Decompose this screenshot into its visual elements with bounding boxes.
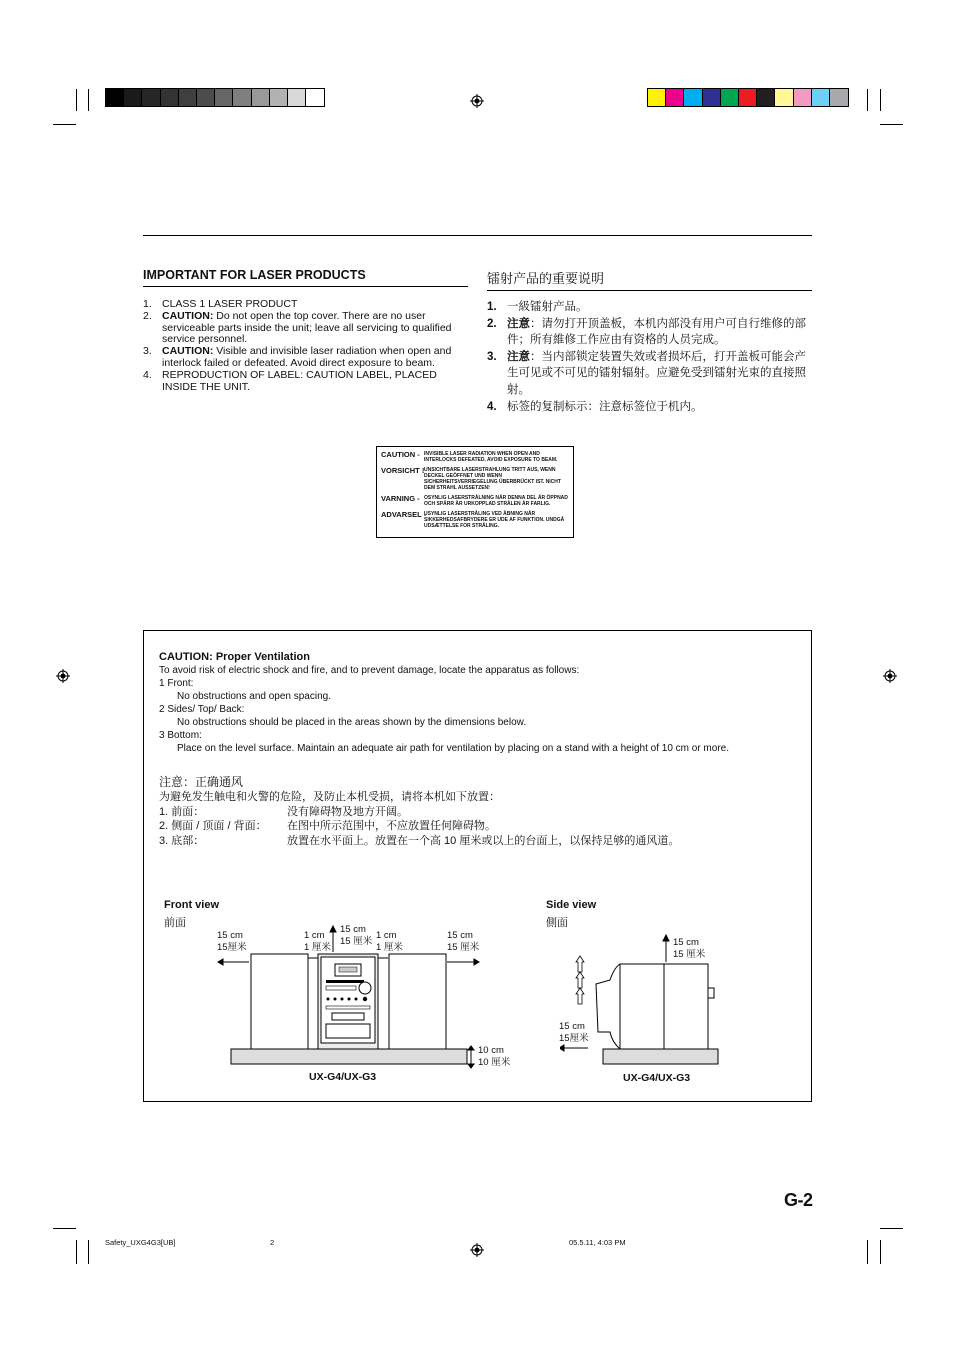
footer-date: 05.5.11, 4:03 PM xyxy=(569,1238,626,1247)
gray-swatch xyxy=(215,89,233,106)
laser-heading-en: IMPORTANT FOR LASER PRODUCTS xyxy=(143,268,366,282)
gray-swatch xyxy=(233,89,251,106)
side-view-diagram xyxy=(560,932,730,1072)
gray-swatch xyxy=(161,89,179,106)
main-unit xyxy=(318,954,378,1049)
caution-label-row: ADVARSEL - USYNLIG LASERSTRÅLING VED ÅBNING NÅR SIKKERHEDSAFBRYDERE ER UDE AF FUNKTION. UNDGÅ UDSÆTTELSE FOR STRÅLING. xyxy=(381,510,565,529)
stand xyxy=(603,1049,718,1064)
ventilation-title-zh: 注意：正确通风 xyxy=(159,775,244,789)
color-swatch xyxy=(794,89,812,106)
ventilation-title: CAUTION: Proper Ventilation xyxy=(159,651,310,663)
ventilation-item-zh: 1. 前面： 没有障碍物及地方开阔。 xyxy=(159,805,408,818)
laser-item-zh: 1. 一級镭射产品。 xyxy=(487,301,588,313)
laser-heading-zh: 镭射产品的重要说明 xyxy=(487,271,605,286)
laser-item-zh: 4. 标签的复制标示：注意标签位于机内。 xyxy=(487,400,703,413)
ventilation-item-head: 2 Sides/ Top/ Back: xyxy=(159,704,245,715)
laser-section-zh xyxy=(487,268,812,415)
front-view-diagram xyxy=(215,920,485,1070)
speaker-right xyxy=(389,954,446,1049)
dim-inner-right: 1 cm 1 厘米 xyxy=(376,930,403,953)
color-swatch xyxy=(703,89,721,106)
gray-swatch xyxy=(306,89,324,106)
ventilation-item-body: No obstructions should be placed in the areas shown by the dimensions below. xyxy=(177,717,527,728)
registration-mark-icon xyxy=(470,1243,484,1257)
color-swatch xyxy=(666,89,684,106)
laser-item-zh: 3. 注意：当内部锁定装置失效或者损坏后，打开盖板可能会产生可见或不可见的镭射辐射。应避免受到镭射光束的直接照射。 xyxy=(487,350,806,396)
caution-label-row: CAUTION - INVISIBLE LASER RADIATION WHEN OPEN AND INTERLOCKS DEFEATED. AVOID EXPOSURE TO BEAM. xyxy=(381,450,558,463)
side-view-title-zh: 側面 xyxy=(546,917,568,929)
gray-swatch xyxy=(106,89,124,106)
registration-mark-icon xyxy=(470,94,484,108)
side-dim-top: 15 cm 15 厘米 xyxy=(673,937,706,960)
color-swatch xyxy=(648,89,666,106)
color-swatch xyxy=(812,89,830,106)
ventilation-item-head: 1 Front: xyxy=(159,678,194,689)
ventilation-text-en xyxy=(159,651,799,755)
footer-file: Safety_UXG4G3[UB] xyxy=(105,1238,176,1247)
dim-bottom: 10 cm 10 厘米 xyxy=(478,1045,511,1068)
speaker-left xyxy=(251,954,308,1049)
side-view-title: Side view xyxy=(546,899,597,911)
ventilation-item-head: 3 Bottom: xyxy=(159,730,202,741)
front-view-title-zh: 前面 xyxy=(164,917,186,929)
color-swatch xyxy=(721,89,739,106)
color-swatch xyxy=(775,89,793,106)
footer-page: 2 xyxy=(270,1238,275,1247)
laser-item-en: 2. CAUTION: Do not open the top cover. There are no user serviceable parts inside the unit; leave all servicing to qualified service personnel. xyxy=(143,309,452,346)
gray-swatch xyxy=(252,89,270,106)
side-dim-back: 15 cm 15厘米 xyxy=(559,1021,589,1044)
caution-label-row: VARNING - OSYNLIG LASERSTRÅLNING NÄR DENNA DEL ÄR ÖPPNAD OCH SPÄRR ÄR URKOPPLAD STRÅLEN ÄR FARLIG. xyxy=(381,494,568,507)
laser-item-en: 4. REPRODUCTION OF LABEL: CAUTION LABEL, PLACED INSIDE THE UNIT. xyxy=(143,368,437,393)
dim-right: 15 cm 15 厘米 xyxy=(447,930,480,953)
gray-swatch xyxy=(270,89,288,106)
gray-swatch xyxy=(179,89,197,106)
gray-swatch xyxy=(124,89,142,106)
page-number: G-2 xyxy=(784,1190,813,1210)
color-swatch xyxy=(739,89,757,106)
ventilation-item-body: Place on the level surface. Maintain an adequate air path for ventilation by placing on a stand with a height of 10 cm or more. xyxy=(177,743,729,754)
registration-mark-icon xyxy=(56,669,70,683)
header-rule xyxy=(143,235,812,236)
dim-top: 15 cm 15 厘米 xyxy=(340,924,373,947)
ventilation-intro-zh: 为避免发生触电和火警的危险，及防止本机受损，请将本机如下放置： xyxy=(159,791,500,803)
color-swatch xyxy=(830,89,848,106)
color-swatch xyxy=(757,89,775,106)
ventilation-item-zh: 3. 底部： 放置在水平面上。放置在一个高 10 厘米或以上的台面上，以保持足够的通风道。 xyxy=(159,834,680,847)
gray-swatch xyxy=(288,89,306,106)
ventilation-text-zh xyxy=(159,774,799,848)
dim-left: 15 cm 15厘米 xyxy=(217,930,247,953)
laser-item-en: 3. CAUTION: Visible and invisible laser radiation when open and interlock failed or defeated. Avoid direct exposure to beam. xyxy=(143,345,452,369)
side-view-model: UX-G4/UX-G3 xyxy=(623,1072,691,1084)
caution-label-box xyxy=(376,446,574,538)
front-view-model: UX-G4/UX-G3 xyxy=(309,1071,377,1083)
caution-label-row: VORSICHT ! UNSICHTBARE LASERSTRAHLUNG TRITT AUS, WENN DECKEL GEÖFFNET UND WENN SICHERHEITSVERRIEGELUNG ÜBERBRÜCKT IST. NICHT DEM STRAHL AUSSETZEN! xyxy=(381,466,561,491)
laser-section-en xyxy=(143,268,468,393)
color-swatch xyxy=(684,89,702,106)
ventilation-intro: To avoid risk of electric shock and fire, and to prevent damage, locate the apparatus as follows: xyxy=(159,665,580,676)
ventilation-item-body: No obstructions and open spacing. xyxy=(177,691,331,702)
unit-side-profile xyxy=(596,964,714,1049)
laser-item-zh: 2. 注意：请勿打开顶盖板，本机内部没有用户可自行维修的部件；所有維修工作应由有资格的人员完成。 xyxy=(487,317,806,347)
stand xyxy=(231,1049,467,1064)
laser-item-en: 1. CLASS 1 LASER PRODUCT xyxy=(143,298,298,310)
ventilation-item-zh: 2. 侧面 / 顶面 / 背面： 在图中所示范围中，不应放置任何障碍物。 xyxy=(159,820,496,832)
gray-swatch xyxy=(142,89,160,106)
gray-swatch xyxy=(197,89,215,106)
registration-mark-icon xyxy=(883,669,897,683)
dim-inner-left: 1 cm 1 厘米 xyxy=(304,930,331,953)
front-view-title: Front view xyxy=(164,899,220,911)
